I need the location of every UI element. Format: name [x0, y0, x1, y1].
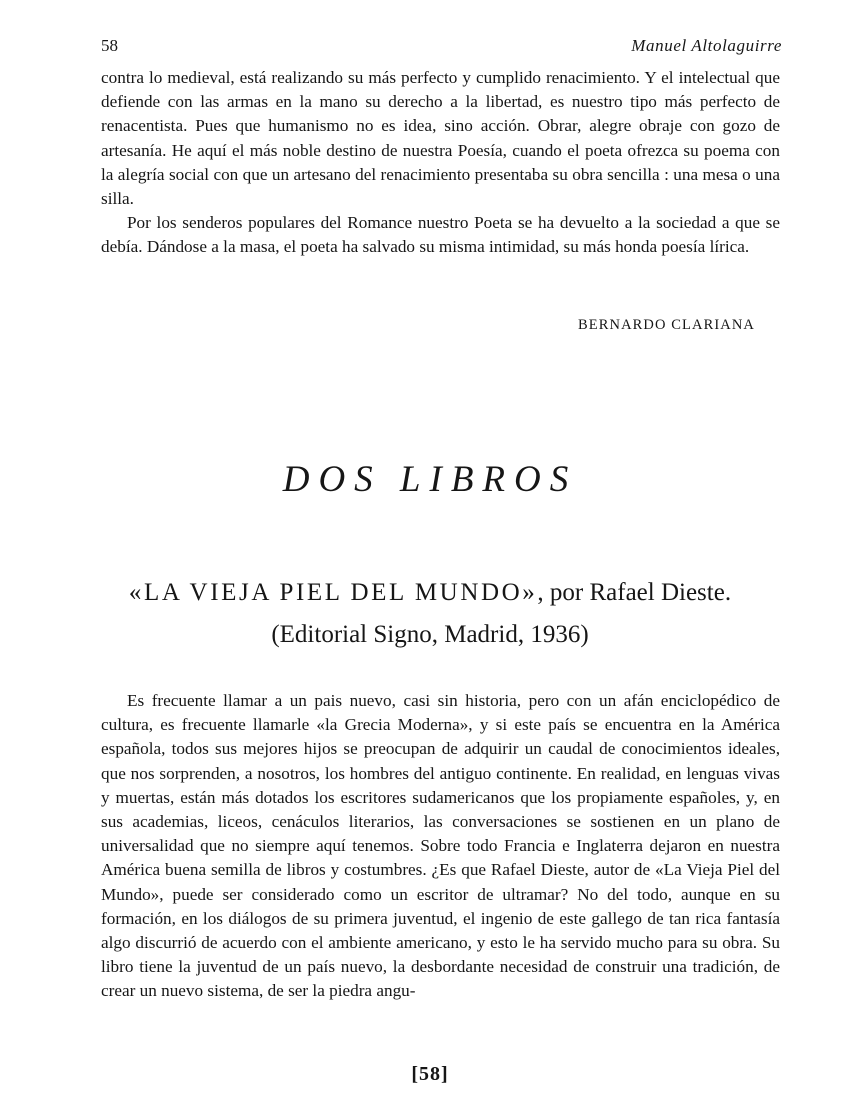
book-title: «LA VIEJA PIEL DEL MUNDO»: [128, 579, 538, 606]
article-continuation: [101, 66, 780, 260]
section-title: DOS LIBROS: [282, 459, 578, 500]
footer-page-number: [58]: [411, 1063, 449, 1085]
running-header: [101, 36, 782, 56]
review-heading: [60, 572, 800, 656]
author-signature: BERNARDO CLARIANA: [578, 317, 755, 333]
header-page-number: 58: [101, 36, 118, 55]
running-title: Manuel Altolaguirre: [631, 36, 782, 55]
review-body: [101, 689, 780, 1004]
review-title-line: [60, 572, 800, 614]
book-publisher: (Editorial Signo, Madrid, 1936): [271, 621, 589, 648]
paragraph: Es frecuente llamar a un pais nuevo, casi sin historia, pero con un afán enciclopédico de cultura, es frecuente llamarle «la Grecia Moderna», y si este país se encuentra en la América española, todos sus mejores hijos se preocupan de adquirir un caudal de conocimientos ideales, que nos sorprenden, a nosotros, los hombres del antiguo continente. En realidad, en lenguas vivas y muertas, están más dotados los escritores sudamericanos que los propiamente españoles, y, en sus academias, liceos, cenáculos literarios, las conversaciones se sostienen en un plano de universalidad que no siempre aquí tenemos. Sobre todo Francia e Inglaterra dejaron en nuestra América buena semilla de libros y costumbres. ¿Es que Rafael Dieste, autor de «La Vieja Piel del Mundo», puede ser considerado como un escritor de ultramar? No del todo, aunque en su formación, en los diálogos de su primera juventud, el ingenio de este gallego de tan rica fantasía algo discurrió de acuerdo con el ambiente americano, y esto le ha servido mucho para su obra. Su libro tiene la juventud de un país nuevo, la desbordante necesidad de construir una tradición, de crear un nuevo sistema, de ser la piedra angu-: [101, 691, 780, 1001]
paragraph: contra lo medieval, está realizando su más perfecto y cumplido renacimiento. Y el intelectual que defiende con las armas en la mano su derecho a la libertad, es nuestro tipo más perfecto de renacentista. Pues que humanismo no es idea, sino acción. Obrar, alegre obraje con gozo de artesanía. He aquí el más noble destino de nuestra Poesía, cuando el poeta ofrezca su poema con la alegría social con que un artesano del renacimiento presentaba su obra sencilla : una mesa o una silla.: [101, 68, 780, 209]
book-author: , por Rafael Dieste.: [537, 579, 732, 606]
paragraph: Por los senderos populares del Romance nuestro Poeta se ha devuelto a la sociedad a que se debía. Dándose a la masa, el poeta ha salvado su misma intimidad, su más honda poesía lírica.: [101, 213, 780, 257]
